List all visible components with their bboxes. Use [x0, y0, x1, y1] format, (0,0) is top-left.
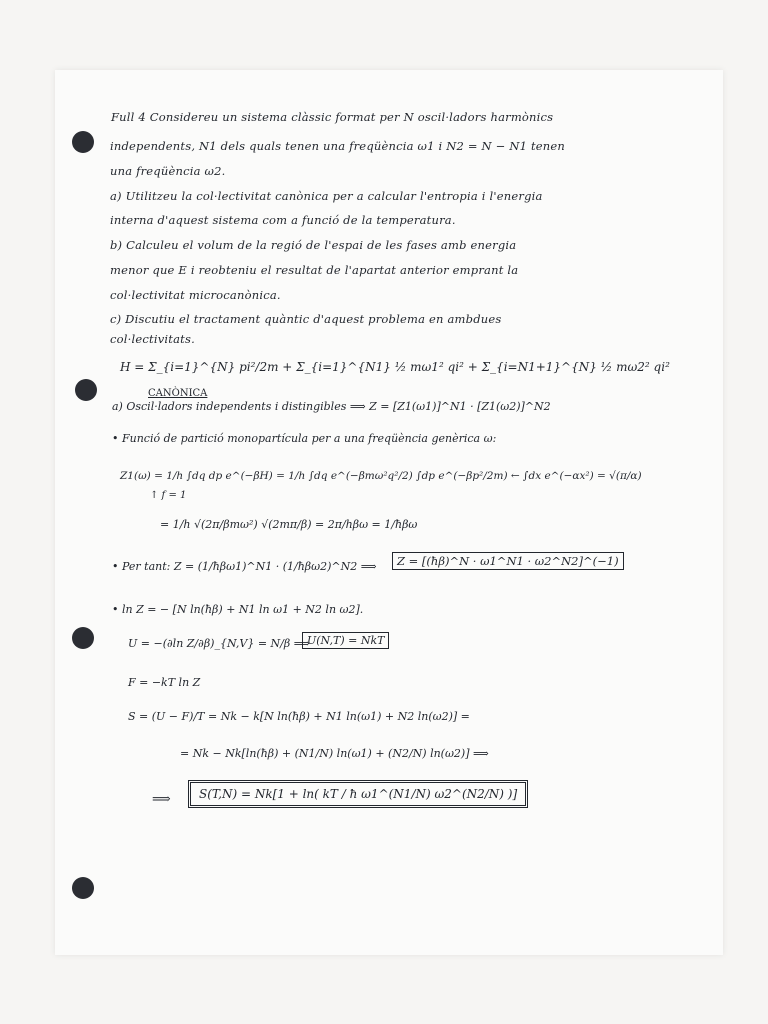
binder-hole-lower-middle — [72, 627, 94, 649]
z1-integral: Z1(ω) = 1/h ∫dq dp e^(−βH) = 1/h ∫dq e^(−βmω²q²/2) ∫dp e^(−βp²/2m) ← ∫dx e^(−αx²) = √(π/α) — [120, 470, 642, 482]
problem-line: a) Utilitzeu la col·lectivitat canònica per a calcular l'entropia i l'energia — [110, 189, 543, 203]
problem-line: col·lectivitats. — [110, 332, 195, 346]
part-a-partition-function: a) Oscil·ladors independents i distingibles ⟹ Z = [Z1(ω1)]^N1 · [Z1(ω2)]^N2 — [112, 400, 551, 413]
ln-z-line: • ln Z = − [N ln(ħβ) + N1 ln ω1 + N2 ln ω2]. — [112, 603, 364, 616]
internal-energy-result-box: U(N,T) = NkT — [302, 632, 389, 649]
entropy-implies-arrow: ⟹ — [152, 792, 171, 807]
problem-line: col·lectivitat microcanònica. — [110, 288, 281, 302]
free-energy-line: F = −kT ln Z — [128, 676, 201, 689]
problem-line: una freqüència ω2. — [110, 164, 226, 178]
canonical-heading: CANÒNICA — [148, 388, 208, 399]
problem-line: c) Discutiu el tractament quàntic d'aquest problema en ambdues — [110, 312, 502, 326]
problem-line: Full 4 Considereu un sistema clàssic format per N oscil·ladors harmònics — [111, 110, 554, 124]
single-particle-heading: • Funció de partició monopartícula per a una freqüència genèrica ω: — [112, 432, 497, 445]
binder-hole-upper-middle — [75, 379, 97, 401]
entropy-line-2: = Nk − Nk[ln(ħβ) + (N1/N) ln(ω1) + (N2/N) ln(ω2)] ⟹ — [180, 747, 489, 760]
problem-line: menor que E i reobteniu el resultat de l'apartat anterior emprant la — [110, 263, 519, 277]
hamiltonian-equation: H = Σ_{i=1}^{N} pi²/2m + Σ_{i=1}^{N1} ½ mω1² qi² + Σ_{i=N1+1}^{N} ½ mω2² qi² — [120, 360, 670, 374]
internal-energy-derivation: U = −(∂ln Z/∂β)_{N,V} = N/β ⟹ — [128, 637, 310, 650]
problem-line: independents, N1 dels quals tenen una freqüència ω1 i N2 = N − N1 tenen — [110, 139, 566, 153]
binder-hole-top — [72, 131, 94, 153]
entropy-line-1: S = (U − F)/T = Nk − k[N ln(ħβ) + N1 ln(ω1) + N2 ln(ω2)] = — [128, 710, 470, 723]
problem-line: b) Calculeu el volum de la regió de l'espai de les fases amb energia — [110, 238, 517, 252]
z1-result: = 1/h √(2π/βmω²) √(2mπ/β) = 2π/hβω = 1/ħβω — [160, 518, 418, 531]
problem-line: interna d'aquest sistema com a funció de la temperatura. — [110, 213, 456, 227]
entropy-result-box: S(T,N) = Nk[1 + ln( kT / ħ ω1^(N1/N) ω2^(N2/N) )] — [188, 780, 528, 808]
degrees-of-freedom-note: ↑ f = 1 — [150, 490, 187, 501]
z-result-box: Z = [(ħβ)^N · ω1^N1 · ω2^N2]^(−1) — [392, 552, 624, 570]
per-tant-line: • Per tant: Z = (1/ħβω1)^N1 · (1/ħβω2)^N2 ⟹ — [112, 560, 377, 573]
binder-hole-bottom — [72, 877, 94, 899]
